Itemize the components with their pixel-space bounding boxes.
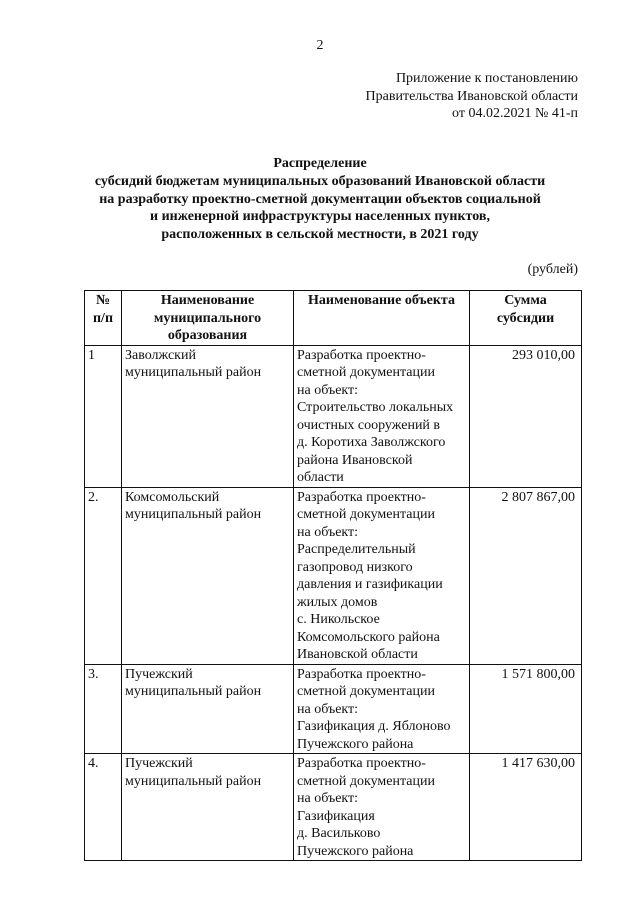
header-num: № п/п xyxy=(85,291,122,346)
table-row xyxy=(85,754,582,861)
table-row xyxy=(85,487,582,664)
cell-num: 4. xyxy=(85,754,122,861)
cell-object: Разработка проектно- сметной документации на объект: Газификация д. Яблоново Пучежского района xyxy=(294,664,470,754)
cell-num: 1 xyxy=(85,345,122,487)
appendix-line: от 04.02.2021 № 41-п xyxy=(452,106,578,121)
title-line: расположенных в сельской местности, в 2021 году xyxy=(161,227,479,243)
cell-object: Разработка проектно- сметной документации на объект: Газификация д. Васильково Пучежского района xyxy=(294,754,470,861)
page-number: 2 xyxy=(316,38,324,53)
cell-sum: 1 571 800,00 xyxy=(470,664,582,754)
appendix-header xyxy=(366,70,578,123)
title-line: на разработку проектно-сметной документации объектов социальной xyxy=(99,191,541,207)
cell-municipality: Пучежский муниципальный район xyxy=(122,664,294,754)
cell-object: Разработка проектно- сметной документации на объект: Распределительный газопровод низкого давления и газификации жилых домов с. Никольское Комсомольского района Ивановской области xyxy=(294,487,470,664)
cell-num: 3. xyxy=(85,664,122,754)
cell-municipality: Заволжский муниципальный район xyxy=(122,345,294,487)
units-label: (рублей) xyxy=(527,262,578,277)
header-sum: Сумма субсидии xyxy=(470,291,582,346)
cell-sum: 1 417 630,00 xyxy=(470,754,582,861)
title-line: субсидий бюджетам муниципальных образований Ивановской области xyxy=(94,173,546,189)
cell-municipality: Пучежский муниципальный район xyxy=(122,754,294,861)
cell-object: Разработка проектно- сметной документации на объект: Строительство локальных очистных сооружений в д. Коротиха Заволжского района Ивановской области xyxy=(294,345,470,487)
title-line: и инженерной инфраструктуры населенных пунктов, xyxy=(150,209,490,225)
header-object: Наименование объекта xyxy=(294,291,470,346)
document-title xyxy=(60,155,580,244)
table-row xyxy=(85,664,582,754)
appendix-line: Приложение к постановлению xyxy=(395,71,578,86)
cell-municipality: Комсомольский муниципальный район xyxy=(122,487,294,664)
cell-sum: 2 807 867,00 xyxy=(470,487,582,664)
table-header-row xyxy=(85,291,582,346)
header-municipality: Наименование муниципального образования xyxy=(122,291,294,346)
cell-num: 2. xyxy=(85,487,122,664)
cell-sum: 293 010,00 xyxy=(470,345,582,487)
title-line: Распределение xyxy=(273,156,367,171)
table-row xyxy=(85,345,582,487)
subsidy-table xyxy=(84,290,582,861)
appendix-line: Правительства Ивановской области xyxy=(365,88,578,104)
